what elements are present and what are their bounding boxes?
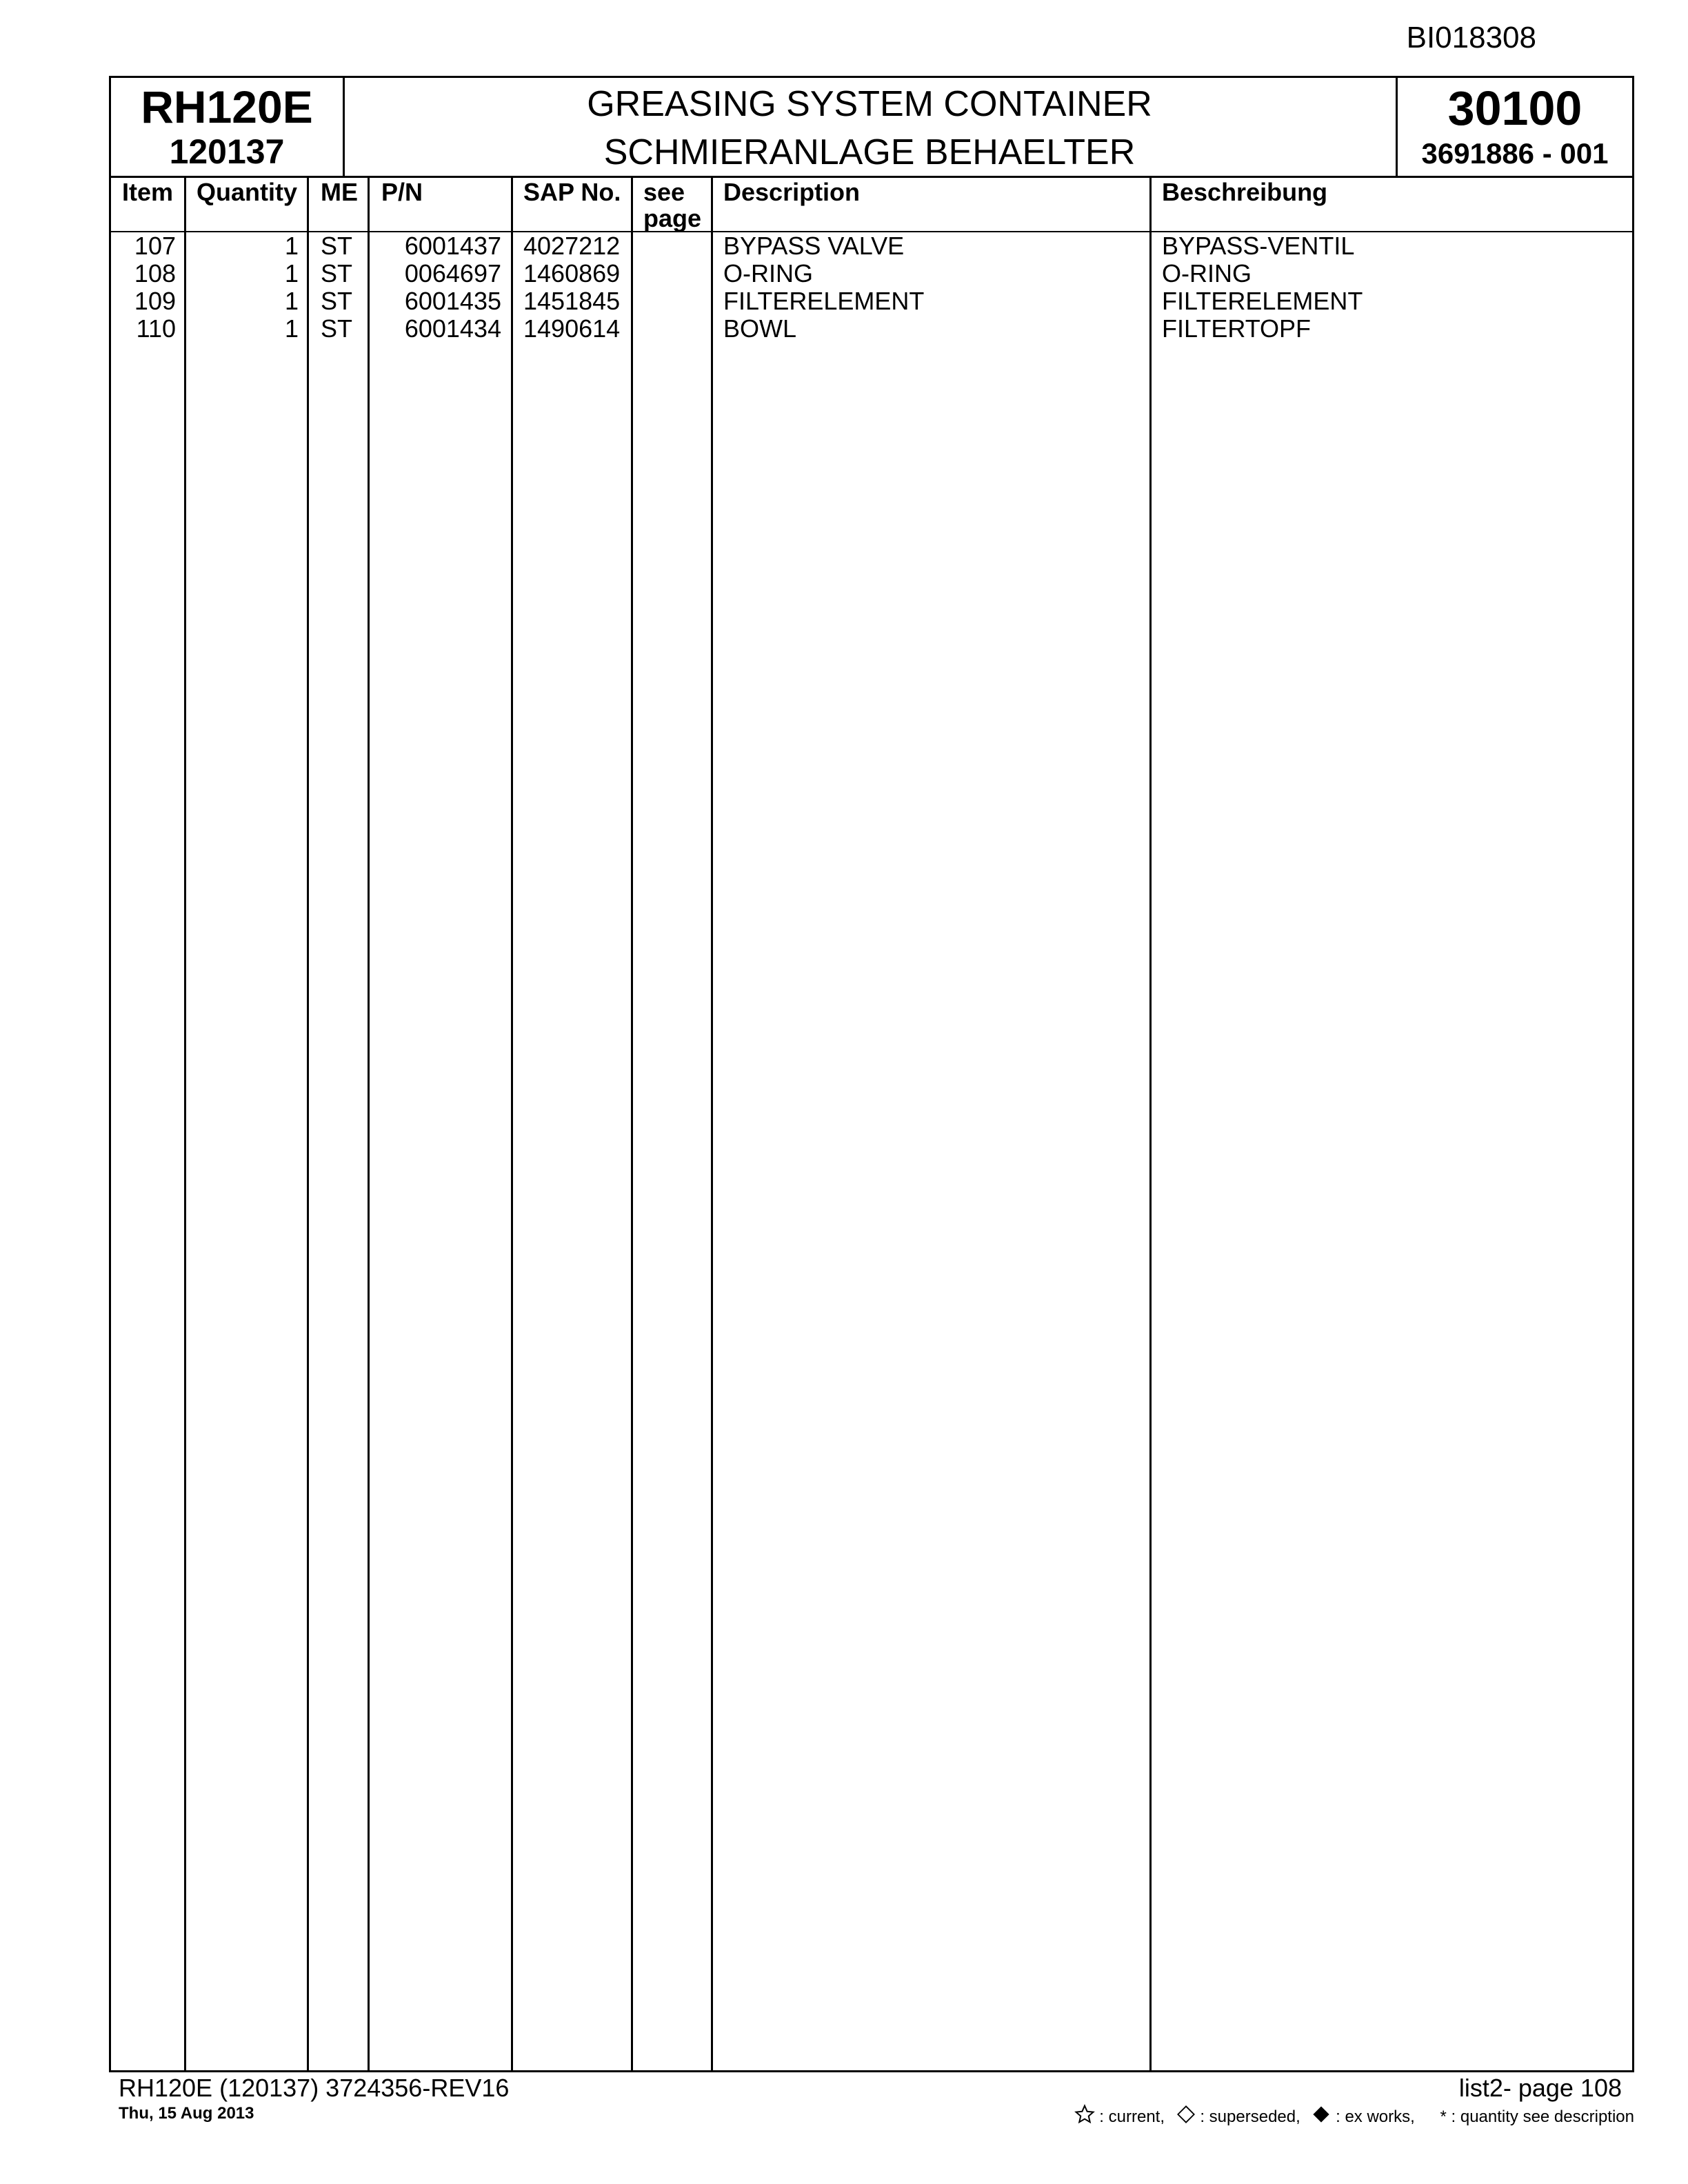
row-me: ST: [321, 287, 353, 315]
title-english: GREASING SYSTEM CONTAINER: [587, 84, 1152, 124]
column-header-see-page-line2: page: [643, 204, 702, 232]
column-header-pn: P/N: [381, 178, 423, 206]
column-header-beschreibung: Beschreibung: [1162, 178, 1328, 206]
row-pn: 6001434: [404, 314, 501, 343]
legend-ex-works: : ex works,: [1336, 2107, 1415, 2126]
footer-page-number: list2- page 108: [1458, 2074, 1622, 2102]
model-name: RH120E: [141, 81, 313, 132]
column-header-quantity: Quantity: [197, 178, 298, 206]
row-me: ST: [321, 314, 353, 343]
diamond-outline-icon: [1176, 2105, 1196, 2129]
row-item: 107: [134, 232, 176, 260]
footer-document-ref: RH120E (120137) 3724356-REV16: [119, 2074, 510, 2102]
row-beschreibung: FILTERTOPF: [1162, 314, 1312, 343]
row-beschreibung: O-RING: [1162, 259, 1252, 287]
row-quantity: 1: [284, 287, 299, 315]
legend-superseded: : superseded,: [1200, 2107, 1300, 2126]
serial-number: 120137: [169, 132, 285, 171]
row-pn: 0064697: [404, 259, 501, 287]
section-number: 30100: [1447, 81, 1582, 135]
row-item: 108: [134, 259, 176, 287]
column-header-see-page: see: [643, 178, 685, 206]
star-outline-icon: [1074, 2104, 1095, 2130]
row-description: BYPASS VALVE: [723, 232, 905, 260]
row-description: FILTERELEMENT: [723, 287, 925, 315]
row-description: BOWL: [723, 314, 797, 343]
row-pn: 6001435: [404, 287, 501, 315]
column-header-me: ME: [321, 178, 358, 206]
column-header-row: [111, 176, 1632, 232]
title-block: [343, 78, 1396, 176]
row-beschreibung: FILTERELEMENT: [1162, 287, 1363, 315]
row-quantity: 1: [284, 232, 299, 260]
row-quantity: 1: [284, 314, 299, 343]
title-german: SCHMIERANLAGE BEHAELTER: [603, 132, 1136, 172]
legend-quantity: * : quantity see description: [1440, 2107, 1634, 2126]
footer-date: Thu, 15 Aug 2013: [119, 2104, 254, 2123]
row-pn: 6001437: [404, 232, 501, 260]
diamond-filled-icon: [1312, 2105, 1331, 2129]
row-beschreibung: BYPASS-VENTIL: [1162, 232, 1355, 260]
column-header-item: Item: [122, 178, 174, 206]
row-quantity: 1: [284, 259, 299, 287]
row-description: O-RING: [723, 259, 813, 287]
row-sap: 4027212: [523, 232, 621, 260]
legend-current: : current,: [1099, 2107, 1165, 2126]
header: [111, 78, 1632, 178]
row-me: ST: [321, 259, 353, 287]
drawing-number: 3691886 - 001: [1421, 137, 1609, 170]
parts-list-frame: [109, 76, 1634, 2072]
row-me: ST: [321, 232, 353, 260]
model-block: [111, 78, 345, 176]
row-sap: 1490614: [523, 314, 621, 343]
row-item: 109: [134, 287, 176, 315]
row-sap: 1460869: [523, 259, 621, 287]
row-sap: 1451845: [523, 287, 621, 315]
row-item: 110: [136, 314, 176, 343]
document-id: BI018308: [1406, 21, 1536, 54]
symbol-legend: [1074, 2104, 1634, 2130]
parts-table-body: [111, 231, 1632, 2070]
column-header-description: Description: [723, 178, 861, 206]
section-block: [1396, 78, 1632, 176]
column-header-sap: SAP No.: [523, 178, 621, 206]
